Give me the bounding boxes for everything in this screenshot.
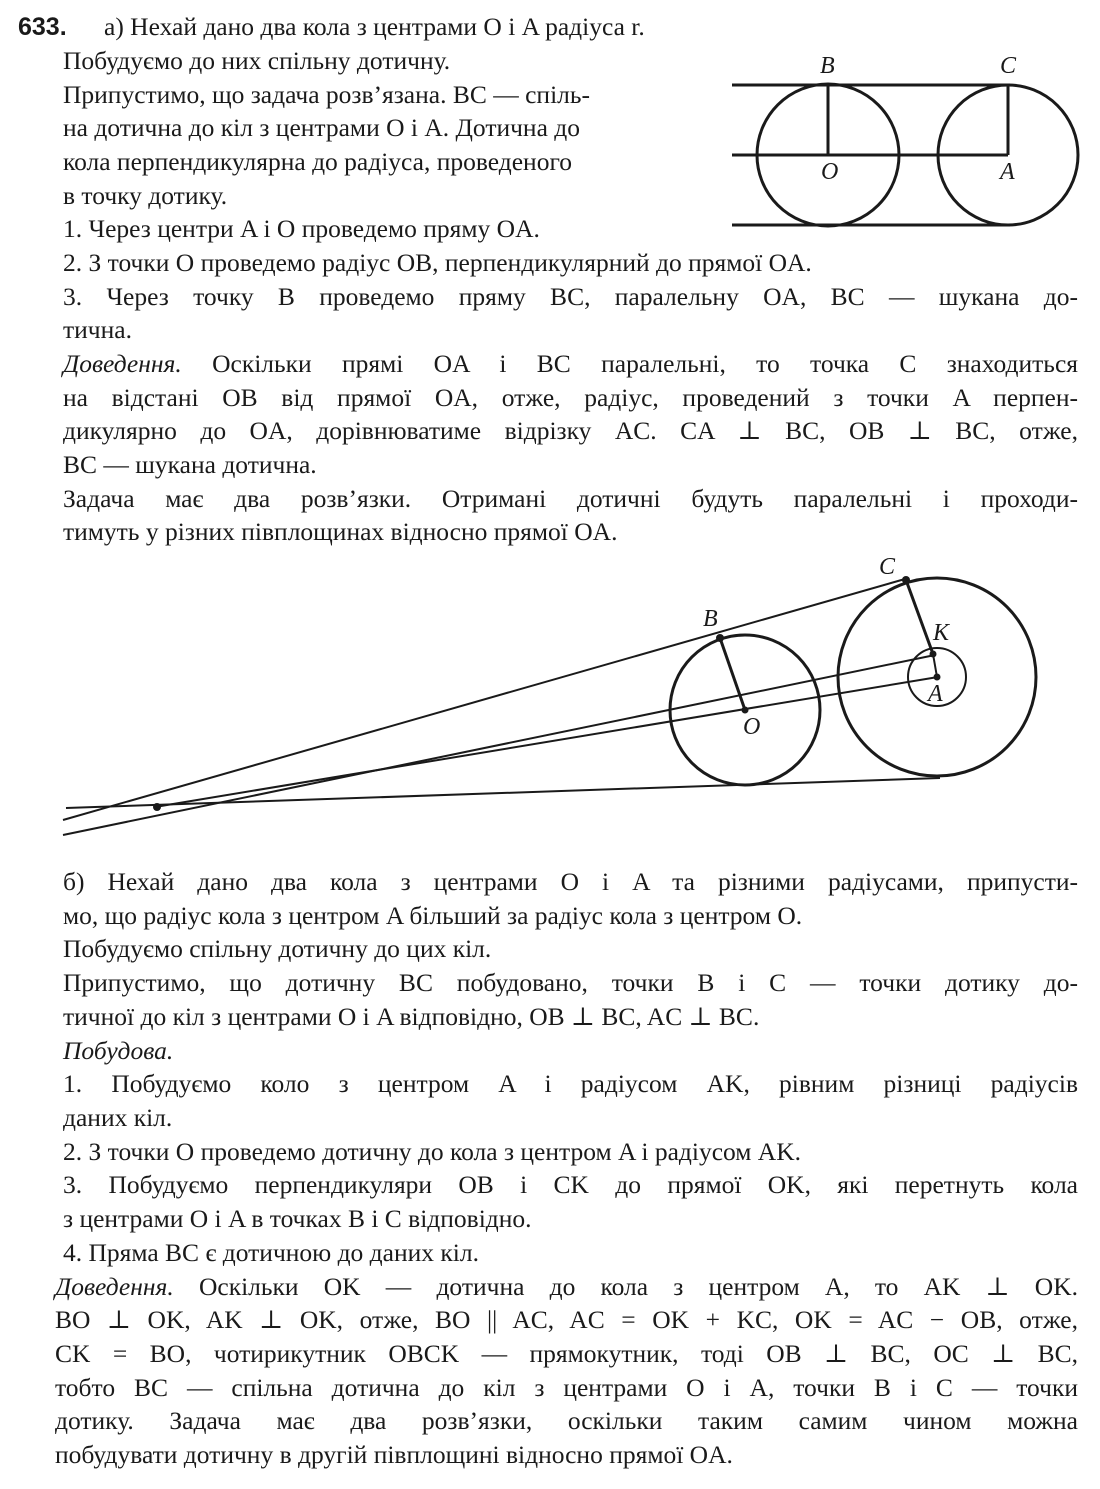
- part-b-line: Побудуємо спільну дотичну до цих кіл.: [63, 934, 492, 963]
- radius-ak: [933, 654, 937, 677]
- part-b-line: 2. З точки O проведемо дотичну до кола з центром A і радіусом AK.: [63, 1137, 802, 1166]
- part-b-line: б) Нехай дано два кола з центрами O і A та різними радіусами, припусти-: [63, 867, 1078, 896]
- problem-number: 633.: [18, 13, 67, 41]
- intersection-point: [153, 803, 161, 811]
- line-oa: [155, 677, 938, 807]
- part-b-proof-line: Доведення. Оскільки OK — дотична до кола з центром A, то AK ⊥ OK.: [55, 1272, 1078, 1301]
- part-a-proof-line: Доведення. Оскільки прямі OA і BC паралельні, то точка C знаходиться: [63, 349, 1078, 378]
- label-o: O: [821, 159, 839, 185]
- label-c: C: [1000, 53, 1017, 79]
- part-a-line: BC — шукана дотична.: [63, 450, 317, 479]
- part-b-line: тичної до кіл з центрами O і A відповідно, OB ⊥ BC, AC ⊥ BC.: [63, 1002, 760, 1031]
- part-b-line: CK = BO, чотирикутник OBCK — прямокутник, тоді OB ⊥ BC, OC ⊥ BC,: [55, 1339, 1078, 1368]
- point-k: [930, 651, 937, 658]
- part-b-line: даних кіл.: [63, 1103, 173, 1132]
- part-b-line: 1. Побудуємо коло з центром A і радіусом AK, рівним різниці радіусів: [63, 1069, 1078, 1098]
- part-b-line: побудувати дотичну в другій півплощині відносно прямої OA.: [55, 1440, 733, 1469]
- label-b: B: [703, 606, 718, 632]
- tangent-line-ok: [63, 655, 935, 835]
- label-a: A: [1000, 159, 1015, 185]
- part-a-line: 1. Через центри A і O проведемо пряму OA.: [63, 214, 540, 243]
- part-a-line: Задача має два розв’язки. Отримані дотичні будуть паралельні і проходи-: [63, 484, 1078, 513]
- part-a-line: Побудуємо до них спільну дотичну.: [63, 46, 451, 75]
- part-a-line: на дотична до кіл з центрами O і A. Дотична до: [63, 113, 580, 142]
- part-b-line: BO ⊥ OK, AK ⊥ OK, отже, BO || AC, AC = OK + KC, OK = AC − OB, отже,: [55, 1305, 1078, 1334]
- part-b-line: з центрами O і A в точках B і C відповідно.: [63, 1204, 532, 1233]
- part-b-line: тобто BC — спільна дотична до кіл з центрами O і A, точки B і C — точки: [55, 1373, 1078, 1402]
- point-c: [902, 576, 910, 584]
- figure-a: [720, 45, 1090, 235]
- part-a-line: 2. З точки O проведемо радіус OB, перпендикулярний до прямої OA.: [63, 248, 812, 277]
- point-a: [934, 674, 941, 681]
- proof-label: Доведення.: [63, 349, 182, 378]
- part-a-line: 3. Через точку B проведемо пряму BC, паралельну OA, BC — шукана до-: [63, 282, 1078, 311]
- part-a-line: в точку дотику.: [63, 181, 228, 210]
- label-c: C: [879, 554, 896, 580]
- part-a-line: тична.: [63, 315, 132, 344]
- segment-ck: [906, 580, 933, 654]
- part-b-line: 3. Побудуємо перпендикуляри OB і CK до прямої OK, які перетнуть кола: [63, 1170, 1078, 1199]
- part-a-line: на відстані OB від прямої OA, отже, радіус, проведений з точки A перпен-: [63, 383, 1078, 412]
- part-b-line: мо, що радіус кола з центром A більший за радіус кола з центром O.: [63, 901, 803, 930]
- part-a-line: а) Нехай дано два кола з центрами O і A радіуса r.: [104, 12, 645, 41]
- label-a: A: [928, 681, 943, 707]
- label-o: O: [743, 714, 761, 740]
- part-a-line: дикулярно до OA, дорівнюватиме відрізку AC. CA ⊥ BC, OB ⊥ BC, отже,: [63, 416, 1078, 445]
- label-k: K: [933, 620, 950, 646]
- part-b-line: Припустимо, що дотичну BC побудовано, точки B і C — точки дотику до-: [63, 968, 1078, 997]
- part-b-line: дотику. Задача має два розв’язки, оскільки таким самим чином можна: [55, 1406, 1078, 1435]
- part-a-line: тимуть у різних півплощинах відносно прямої OA.: [63, 517, 618, 546]
- label-b: B: [820, 53, 835, 79]
- proof-label: Доведення.: [55, 1272, 174, 1301]
- part-b-construction-label: Побудова.: [63, 1036, 174, 1065]
- part-a-line: кола перпендикулярна до радіуса, проведеного: [63, 147, 573, 176]
- part-b-line: 4. Пряма BC є дотичною до даних кіл.: [63, 1238, 479, 1267]
- point-b: [716, 634, 724, 642]
- part-a-line: Припустимо, що задача розв’язана. BC — спіль-: [63, 80, 590, 109]
- figure-b: [0, 550, 1100, 850]
- point-o: [742, 707, 749, 714]
